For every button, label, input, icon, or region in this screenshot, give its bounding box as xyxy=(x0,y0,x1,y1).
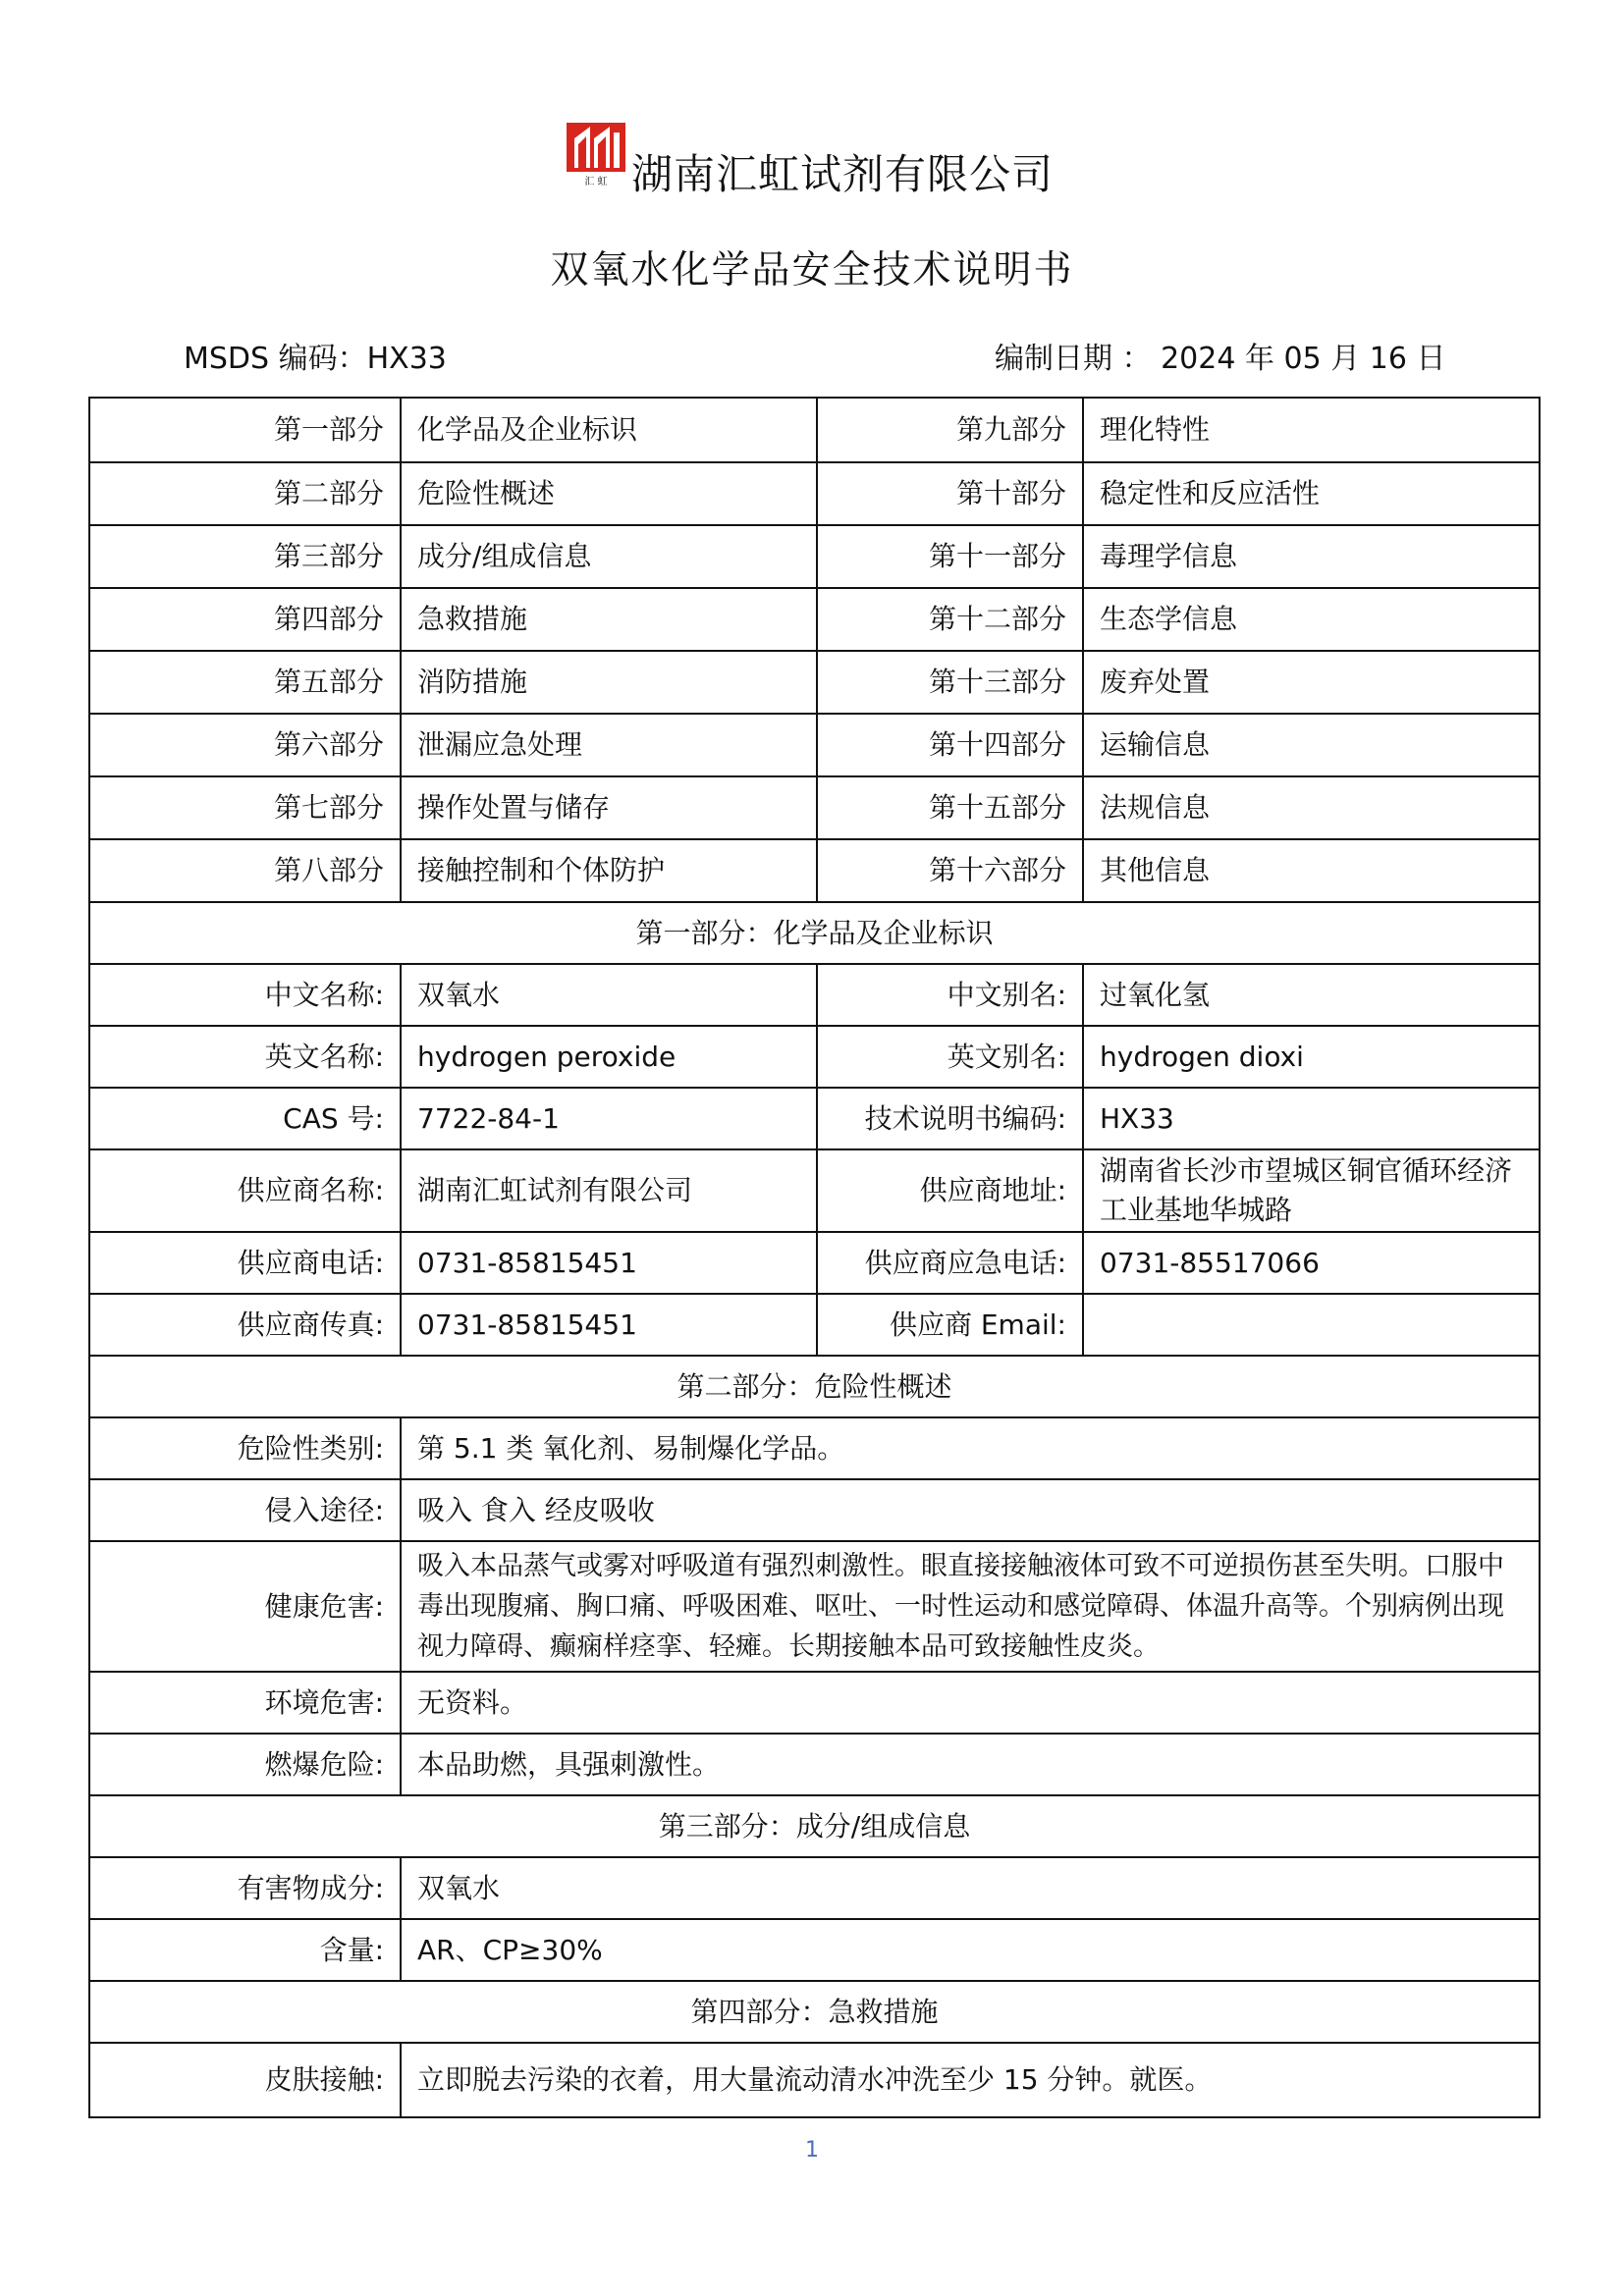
toc-row xyxy=(90,713,1539,775)
document-title: 双氧水化学品安全技术说明书 xyxy=(550,248,1074,293)
field-value: 立即脱去污染的衣着，用大量流动清水冲洗至少 15 分钟。就医。 xyxy=(417,2063,1213,2096)
field-value: hydrogen peroxide xyxy=(402,1027,818,1087)
toc-part-number: 第二部分 xyxy=(90,463,402,524)
toc-part-number: 第八部分 xyxy=(90,840,402,901)
toc-row xyxy=(90,399,1539,461)
info-row xyxy=(90,1671,1539,1733)
field-value: hydrogen dioxi xyxy=(1100,1040,1304,1073)
toc-part-number: 第十一部分 xyxy=(818,526,1084,587)
field-label: CAS 号: xyxy=(90,1089,402,1148)
toc-part-name: 成分/组成信息 xyxy=(402,526,818,587)
field-label: 中文名称: xyxy=(90,965,402,1025)
field-label: 健康危害: xyxy=(90,1542,402,1671)
toc-part-name: 运输信息 xyxy=(1100,728,1211,761)
toc-part-number: 第九部分 xyxy=(818,399,1084,461)
company-name: 湖南汇虹试剂有限公司 xyxy=(631,150,1055,198)
toc-part-name: 生态学信息 xyxy=(1100,603,1238,635)
info-row xyxy=(90,2042,1539,2116)
toc-part-name: 法规信息 xyxy=(1100,791,1211,824)
info-row xyxy=(90,1733,1539,1794)
field-value: 0731-85517066 xyxy=(1100,1246,1320,1279)
section-heading: 第四部分：急救措施 xyxy=(690,1995,939,2028)
field-label: 有害物成分: xyxy=(90,1858,402,1918)
info-row xyxy=(90,1148,1539,1231)
toc-row xyxy=(90,461,1539,524)
info-row xyxy=(90,1856,1539,1918)
toc-part-number: 第十部分 xyxy=(818,463,1084,524)
field-value: 本品助燃，具强刺激性。 xyxy=(417,1747,721,1781)
toc-part-name: 操作处置与储存 xyxy=(402,777,818,838)
field-value: 0731-85815451 xyxy=(402,1295,818,1355)
toc-part-name: 化学品及企业标识 xyxy=(402,399,818,461)
field-label: 供应商电话: xyxy=(90,1233,402,1293)
msds-table xyxy=(88,397,1541,2118)
field-label: 环境危害: xyxy=(90,1673,402,1733)
field-label: 供应商 Email: xyxy=(818,1295,1084,1355)
field-value: 过氧化氢 xyxy=(1100,978,1211,1011)
field-value: 双氧水 xyxy=(402,965,818,1025)
info-row xyxy=(90,1087,1539,1148)
field-label: 英文名称: xyxy=(90,1027,402,1087)
field-value: AR、CP≥30% xyxy=(417,1933,603,1966)
toc-part-number: 第十五部分 xyxy=(818,777,1084,838)
info-row xyxy=(90,1293,1539,1355)
section-heading-row xyxy=(90,1794,1539,1856)
field-label: 侵入途径: xyxy=(90,1480,402,1540)
field-label: 供应商传真: xyxy=(90,1295,402,1355)
toc-part-number: 第五部分 xyxy=(90,652,402,713)
toc-part-name: 接触控制和个体防护 xyxy=(402,840,818,901)
field-value: 7722-84-1 xyxy=(402,1089,818,1148)
toc-part-name: 危险性概述 xyxy=(402,463,818,524)
msds-code: MSDS 编码：HX33 xyxy=(184,342,447,376)
toc-part-name: 消防措施 xyxy=(402,652,818,713)
toc-part-name: 废弃处置 xyxy=(1100,666,1211,698)
toc-row xyxy=(90,775,1539,838)
field-value: 湖南省长沙市望城区铜官循环经济工业基地华城路 xyxy=(1100,1154,1513,1226)
compile-date: 编制日期 ： 2024 年 05 月 16 日 xyxy=(995,342,1446,376)
field-label: 中文别名: xyxy=(818,965,1084,1025)
field-value: 0731-85815451 xyxy=(402,1233,818,1293)
toc-part-number: 第十四部分 xyxy=(818,715,1084,775)
section-heading-row xyxy=(90,901,1539,963)
info-row xyxy=(90,1540,1539,1671)
field-value xyxy=(1084,1295,1539,1355)
toc-part-number: 第十六部分 xyxy=(818,840,1084,901)
field-value: 湖南汇虹试剂有限公司 xyxy=(402,1150,818,1231)
section-heading-row xyxy=(90,1355,1539,1416)
field-label: 供应商应急电话: xyxy=(818,1233,1084,1293)
field-label: 燃爆危险: xyxy=(90,1735,402,1794)
toc-part-number: 第六部分 xyxy=(90,715,402,775)
field-value: 吸入 食入 经皮吸收 xyxy=(417,1493,655,1526)
section-heading: 第二部分：危险性概述 xyxy=(677,1369,952,1403)
info-row xyxy=(90,1231,1539,1293)
info-row xyxy=(90,1478,1539,1540)
toc-part-number: 第四部分 xyxy=(90,589,402,650)
info-row xyxy=(90,1025,1539,1087)
toc-part-number: 第十三部分 xyxy=(818,652,1084,713)
field-value: 吸入本品蒸气或雾对呼吸道有强烈刺激性。眼直接接触液体可致不可逆损伤甚至失明。口服中毒出现腹痛、胸口痛、呼吸困难、呕吐、一时性运动和感觉障碍、体温升高等。个别病例出现视力障碍、癫痫样痉挛、轻瘫。长期接触本品可致接触性皮炎。 xyxy=(417,1551,1504,1662)
field-label: 供应商名称: xyxy=(90,1150,402,1231)
section-heading: 第三部分：成分/组成信息 xyxy=(658,1809,971,1842)
field-label: 技术说明书编码: xyxy=(818,1089,1084,1148)
info-row xyxy=(90,1918,1539,1980)
toc-part-name: 泄漏应急处理 xyxy=(402,715,818,775)
field-value: 双氧水 xyxy=(417,1871,501,1904)
field-value: HX33 xyxy=(1100,1101,1174,1135)
company-logo xyxy=(561,119,631,189)
info-row xyxy=(90,963,1539,1025)
toc-row xyxy=(90,524,1539,587)
page-number: 1 xyxy=(805,2138,819,2163)
field-value: 无资料。 xyxy=(417,1685,528,1719)
field-label: 皮肤接触: xyxy=(90,2044,402,2116)
field-label: 危险性类别: xyxy=(90,1418,402,1478)
toc-row xyxy=(90,838,1539,901)
field-label: 供应商地址: xyxy=(818,1150,1084,1231)
toc-part-number: 第十二部分 xyxy=(818,589,1084,650)
section-heading: 第一部分：化学品及企业标识 xyxy=(635,916,994,949)
toc-row xyxy=(90,587,1539,650)
toc-part-name: 毒理学信息 xyxy=(1100,540,1238,572)
toc-part-name: 理化特性 xyxy=(1100,413,1211,446)
toc-part-number: 第七部分 xyxy=(90,777,402,838)
section-heading-row xyxy=(90,1980,1539,2042)
field-label: 含量: xyxy=(90,1920,402,1980)
toc-part-name: 稳定性和反应活性 xyxy=(1100,477,1321,509)
toc-row xyxy=(90,650,1539,713)
svg-text:汇 虹: 汇 虹 xyxy=(584,177,608,187)
info-row xyxy=(90,1416,1539,1478)
field-value: 第 5.1 类 氧化剂、易制爆化学品。 xyxy=(417,1431,845,1465)
field-label: 英文别名: xyxy=(818,1027,1084,1087)
toc-part-name: 其他信息 xyxy=(1100,854,1211,886)
toc-part-name: 急救措施 xyxy=(402,589,818,650)
toc-part-number: 第一部分 xyxy=(90,399,402,461)
toc-part-number: 第三部分 xyxy=(90,526,402,587)
